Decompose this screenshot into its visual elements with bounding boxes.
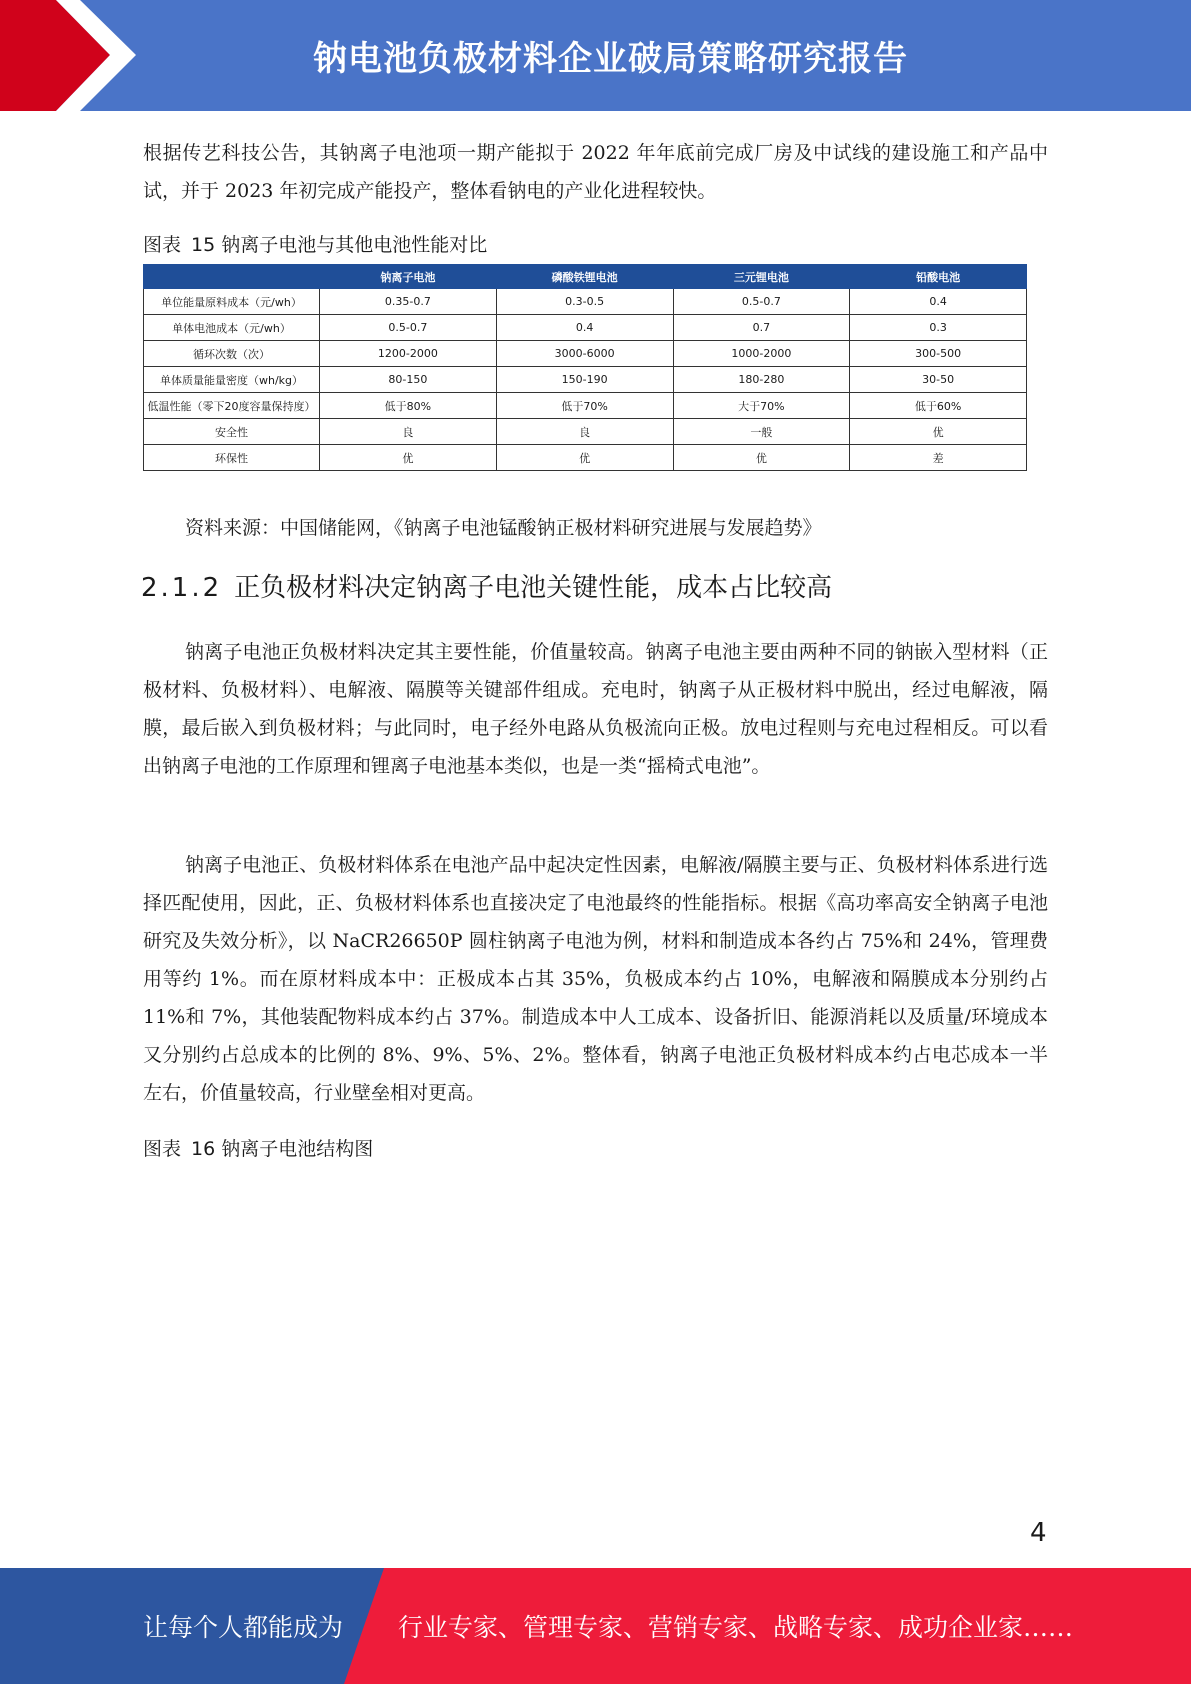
figure-16-caption: [143, 1134, 373, 1161]
intro-paragraph: 根据传艺科技公告，其钠离子电池项一期产能拟于 2022 年年底前完成厂房及中试线的建设施工和产品中试，并于 2023 年初完成产能投产，整体看钠电的产业化进程较快。: [143, 142, 1048, 202]
battery-performance-table: [143, 264, 1027, 471]
table-header-cell: 三元锂电池: [673, 265, 850, 289]
table-header-row: [144, 265, 1027, 289]
section-heading: [141, 567, 832, 604]
table-cell: 0.4: [496, 315, 673, 341]
section-number: 2.1.2: [141, 573, 223, 603]
table-row: [144, 393, 1027, 419]
table-row: [144, 367, 1027, 393]
table-cell: 150-190: [496, 367, 673, 393]
table-cell: 0.7: [673, 315, 850, 341]
table-cell: 0.5-0.7: [673, 289, 850, 315]
table-cell: 0.4: [850, 289, 1027, 315]
table-cell: 0.3-0.5: [496, 289, 673, 315]
figure-number: 16: [191, 1138, 216, 1160]
red-chevron-decoration: [0, 0, 160, 111]
figure-title: 钠离子电池与其他电池性能对比: [221, 234, 488, 256]
table-cell: 0.3: [850, 315, 1027, 341]
table-cell: 大于70%: [673, 393, 850, 419]
footer-slogan-right: 行业专家、管理专家、营销专家、战略专家、成功企业家……: [398, 1613, 1074, 1642]
table-cell: 180-280: [673, 367, 850, 393]
page-header: [0, 0, 1191, 111]
table-header-cell: 磷酸铁锂电池: [496, 265, 673, 289]
footer-slogan-left: 让每个人都能成为: [143, 1613, 344, 1642]
table-row: [144, 419, 1027, 445]
table-row-label: 安全性: [144, 419, 320, 445]
report-title: 钠电池负极材料企业破局策略研究报告: [313, 39, 908, 79]
table-cell: 1000-2000: [673, 341, 850, 367]
page-footer: [0, 1568, 1191, 1684]
table-cell: 低于60%: [850, 393, 1027, 419]
table-cell: 差: [850, 445, 1027, 471]
table-cell: 优: [673, 445, 850, 471]
figure-number: 15: [191, 234, 216, 256]
figure-label: 图表: [143, 234, 182, 256]
table-row: [144, 289, 1027, 315]
table-row-label: 环保性: [144, 445, 320, 471]
table-cell: 30-50: [850, 367, 1027, 393]
table-cell: 良: [320, 419, 497, 445]
table-row: [144, 315, 1027, 341]
table-cell: 低于70%: [496, 393, 673, 419]
table-cell: 0.35-0.7: [320, 289, 497, 315]
table-cell: 低于80%: [320, 393, 497, 419]
table-row: [144, 445, 1027, 471]
table-row-label: 循环次数（次）: [144, 341, 320, 367]
table-row-label: 低温性能（零下20度容量保持度）: [144, 393, 320, 419]
table-cell: 优: [496, 445, 673, 471]
table-cell: 优: [320, 445, 497, 471]
table-header-cell: 钠离子电池: [320, 265, 497, 289]
figure-title: 钠离子电池结构图: [221, 1138, 374, 1160]
table-row-label: 单位能量原料成本（元/wh）: [144, 289, 320, 315]
table-cell: 1200-2000: [320, 341, 497, 367]
figure-15-source: 资料来源：中国储能网，《钠离子电池锰酸钠正极材料研究进展与发展趋势》: [185, 517, 822, 539]
table-cell: 300-500: [850, 341, 1027, 367]
table-header-cell: [144, 265, 320, 289]
table-cell: 良: [496, 419, 673, 445]
table-cell: 3000-6000: [496, 341, 673, 367]
table-cell: 0.5-0.7: [320, 315, 497, 341]
body-paragraph: 钠离子电池正、负极材料体系在电池产品中起决定性因素，电解液/隔膜主要与正、负极材料体系进行选择匹配使用，因此，正、负极材料体系也直接决定了电池最终的性能指标。根据《高功率高安全钠离子电池研究及失效分析》，以 NaCR26650P 圆柱钠离子电池为例，材料和制造成本各约占 75%和 24%，管理费用等约 1%。而在原材料成本中：正极成本占其 35%，负极成本约占 10%，电解液和隔膜成本分别约占 11%和 7%，其他装配物料成本约占 37%。制造成本中人工成本、设备折旧、能源消耗以及质量/环境成本又分别约占总成本的比例的 8%、9%、5%、2%。整体看，钠离子电池正负极材料成本约占电芯成本一半左右，价值量较高，行业壁垒相对更高。: [143, 854, 1048, 1104]
table-cell: 优: [850, 419, 1027, 445]
page-number: 4: [1030, 1518, 1047, 1548]
table-header-cell: 铅酸电池: [850, 265, 1027, 289]
figure-15-caption: [143, 230, 487, 257]
table-row-label: 单体质量能量密度（wh/kg）: [144, 367, 320, 393]
table-row-label: 单体电池成本（元/wh）: [144, 315, 320, 341]
table-cell: 80-150: [320, 367, 497, 393]
section-title: 正负极材料决定钠离子电池关键性能，成本占比较高: [234, 573, 833, 603]
table-row: [144, 341, 1027, 367]
table-cell: 一般: [673, 419, 850, 445]
figure-label: 图表: [143, 1138, 182, 1160]
body-paragraph: 钠离子电池正负极材料决定其主要性能，价值量较高。钠离子电池主要由两种不同的钠嵌入型材料（正极材料、负极材料）、电解液、隔膜等关键部件组成。充电时，钠离子从正极材料中脱出，经过电解液，隔膜，最后嵌入到负极材料；与此同时，电子经外电路从负极流向正极。放电过程则与充电过程相反。可以看出钠离子电池的工作原理和锂离子电池基本类似，也是一类“摇椅式电池”。: [143, 641, 1048, 777]
